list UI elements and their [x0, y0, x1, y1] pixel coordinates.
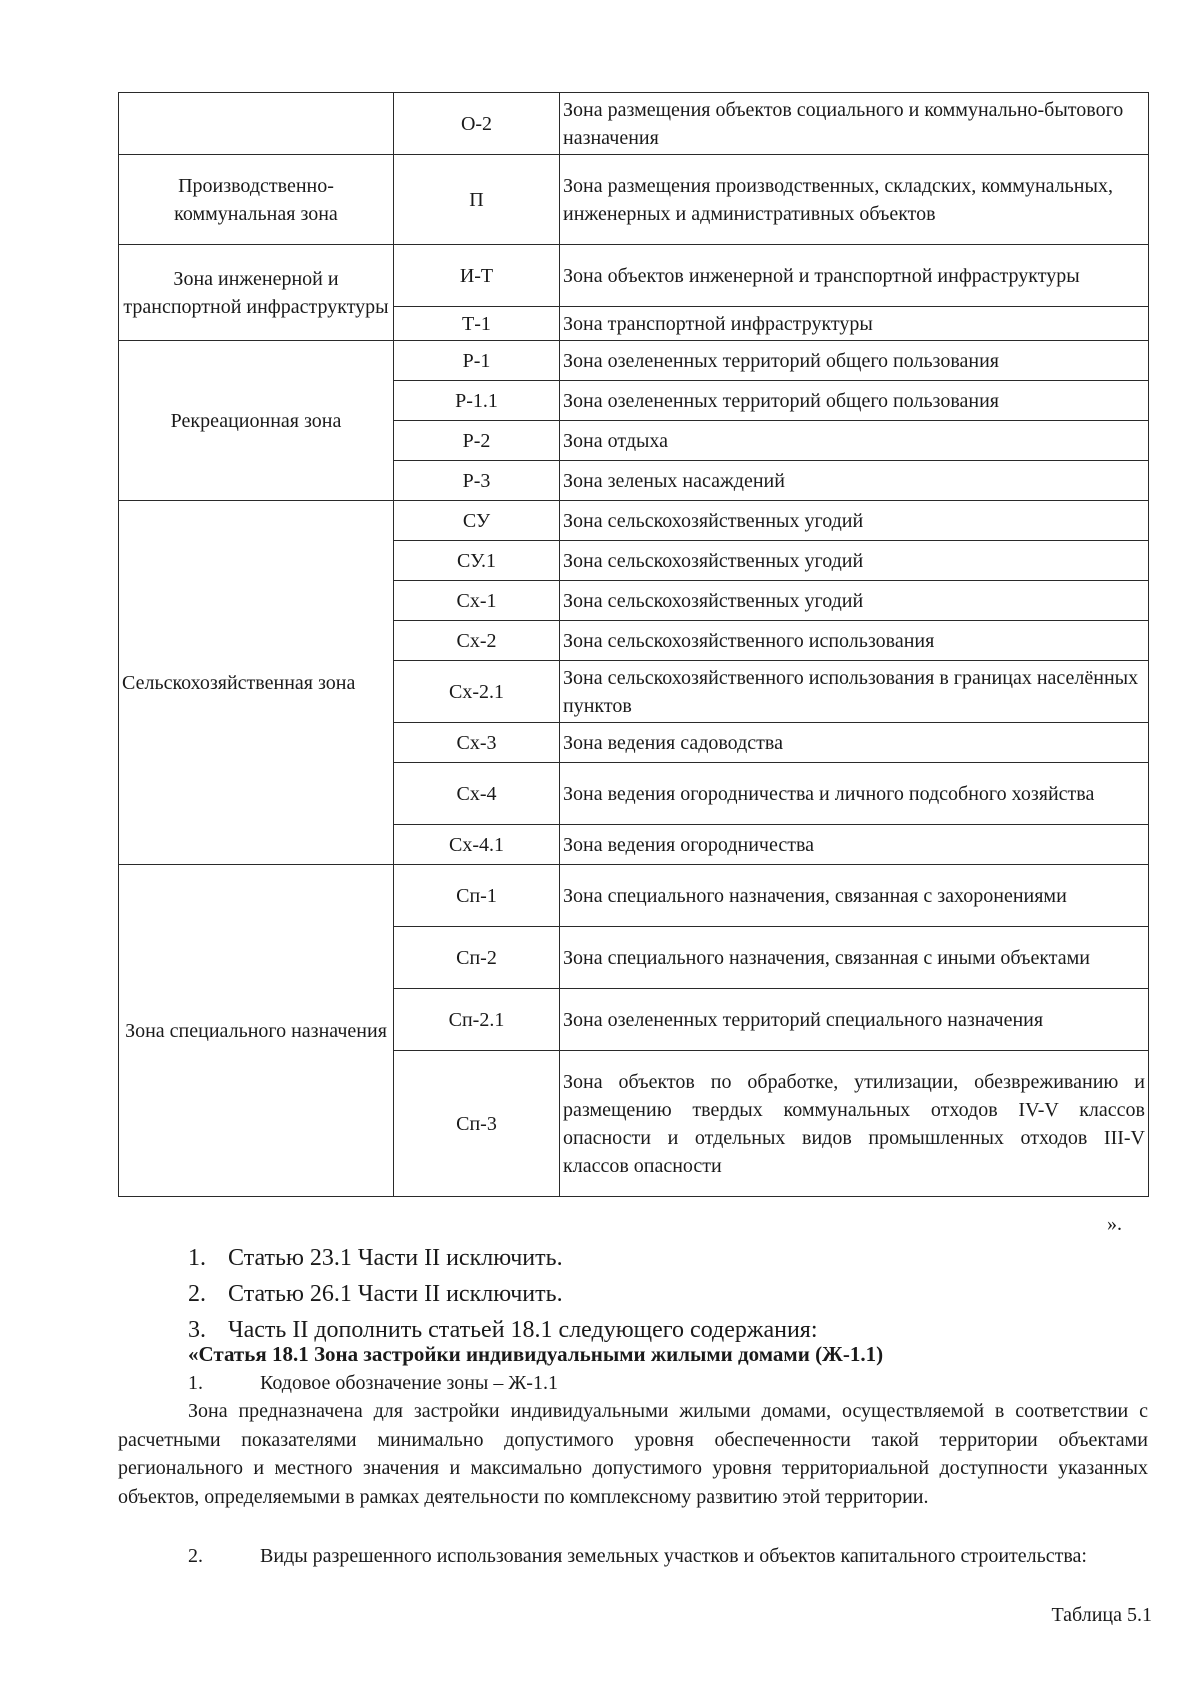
zone-code: СУ.1	[394, 541, 560, 581]
table-row	[119, 155, 1149, 245]
subsection-number: 2.	[188, 1545, 203, 1567]
table-row	[119, 501, 1149, 541]
zone-description: Зона озелененных территорий специального назначения	[560, 989, 1149, 1051]
zone-description: Зона размещения объектов социального и коммунально-бытового назначения	[560, 93, 1149, 155]
item-number: 1.	[188, 1245, 206, 1271]
zone-description: Зона специального назначения, связанная с захоронениями	[560, 865, 1149, 927]
zone-code: Сх-1	[394, 581, 560, 621]
zone-description: Зона отдыха	[560, 421, 1149, 461]
zone-name: Производственно-коммунальная зона	[119, 155, 394, 245]
zone-cell-empty	[119, 93, 394, 155]
zone-description: Зона специального назначения, связанная с иными объектами	[560, 927, 1149, 989]
item-number: 3.	[188, 1317, 206, 1343]
zone-code: П	[394, 155, 560, 245]
zone-code: Сх-3	[394, 723, 560, 763]
zone-description: Зона объектов по обработке, утилизации, обезвреживанию и размещению твердых коммунальных отходов IV-V классов опасности и отдельных видов промышленных отходов III-V классов опасности	[560, 1051, 1149, 1197]
zone-description: Зона размещения производственных, складских, коммунальных, инженерных и административных объектов	[560, 155, 1149, 245]
zone-description: Зона сельскохозяйственного использования	[560, 621, 1149, 661]
zone-code: Сх-4.1	[394, 825, 560, 865]
subsection-number: 1.	[188, 1372, 203, 1394]
zone-code: Сп-2	[394, 927, 560, 989]
table-row	[119, 245, 1149, 307]
zone-name: Зона специального назначения	[119, 865, 394, 1197]
zone-description: Зона сельскохозяйственных угодий	[560, 581, 1149, 621]
subsection-1	[188, 1372, 558, 1395]
subsection-2	[118, 1542, 1148, 1571]
zone-description: Зона озелененных территорий общего пользования	[560, 381, 1149, 421]
zone-code: Т-1	[394, 307, 560, 341]
zone-code: Р-3	[394, 461, 560, 501]
zone-code: Сп-3	[394, 1051, 560, 1197]
zone-code: Р-1	[394, 341, 560, 381]
table-row	[119, 93, 1149, 155]
item-number: 2.	[188, 1281, 206, 1307]
zone-description: Зона сельскохозяйственных угодий	[560, 501, 1149, 541]
item-text: Статью 26.1 Части II исключить.	[228, 1281, 563, 1307]
zone-name: Зона инженерной и транспортной инфраструктуры	[119, 245, 394, 341]
zone-description: Зона транспортной инфраструктуры	[560, 307, 1149, 341]
subsection-text: Виды разрешенного использования земельных участков и объектов капитального строительства:	[260, 1545, 1087, 1567]
item-text: Статью 23.1 Части II исключить.	[228, 1245, 563, 1271]
zone-code: Сх-2.1	[394, 661, 560, 723]
table-caption: Таблица 5.1	[1051, 1604, 1152, 1626]
table-row	[119, 865, 1149, 927]
zone-description: Зона сельскохозяйственного использования в границах населённых пунктов	[560, 661, 1149, 723]
zone-description: Зона ведения садоводства	[560, 723, 1149, 763]
subsection-text: Кодовое обозначение зоны – Ж-1.1	[260, 1372, 558, 1394]
zone-code: Сп-2.1	[394, 989, 560, 1051]
zone-code: Р-1.1	[394, 381, 560, 421]
zone-name: Рекреационная зона	[119, 341, 394, 501]
zone-purpose-paragraph: Зона предназначена для застройки индивидуальными жилыми домами, осуществляемой в соответствии с расчетными показателями минимально допустимого уровня обеспеченности такой территории объектами регионального и местного значения и максимально допустимого уровня территориальной доступности указанных объектов, определяемыми в рамках деятельности по комплексному развитию этой территории.	[118, 1400, 1148, 1508]
item-text: Часть II дополнить статьей 18.1 следующего содержания:	[228, 1317, 818, 1343]
zone-code: И-Т	[394, 245, 560, 307]
zone-description: Зона ведения огородничества и личного подсобного хозяйства	[560, 763, 1149, 825]
zones-table	[118, 92, 1149, 1197]
list-item	[188, 1240, 818, 1276]
zone-description: Зона сельскохозяйственных угодий	[560, 541, 1149, 581]
table-row	[119, 341, 1149, 381]
zone-name: Сельскохозяйственная зона	[119, 501, 394, 865]
amendment-list	[188, 1240, 818, 1348]
zone-description: Зона ведения огородничества	[560, 825, 1149, 865]
list-item	[188, 1276, 818, 1312]
zone-code: Сх-2	[394, 621, 560, 661]
zone-description: Зона объектов инженерной и транспортной инфраструктуры	[560, 245, 1149, 307]
article-title: «Статья 18.1 Зона застройки индивидуальными жилыми домами (Ж-1.1)	[188, 1342, 884, 1366]
closing-quote: ».	[1107, 1213, 1122, 1235]
zone-code: Сх-4	[394, 763, 560, 825]
zone-description: Зона зеленых насаждений	[560, 461, 1149, 501]
zone-code: О-2	[394, 93, 560, 155]
zone-code: Р-2	[394, 421, 560, 461]
zone-description: Зона озелененных территорий общего пользования	[560, 341, 1149, 381]
zone-code: Сп-1	[394, 865, 560, 927]
zone-code: СУ	[394, 501, 560, 541]
